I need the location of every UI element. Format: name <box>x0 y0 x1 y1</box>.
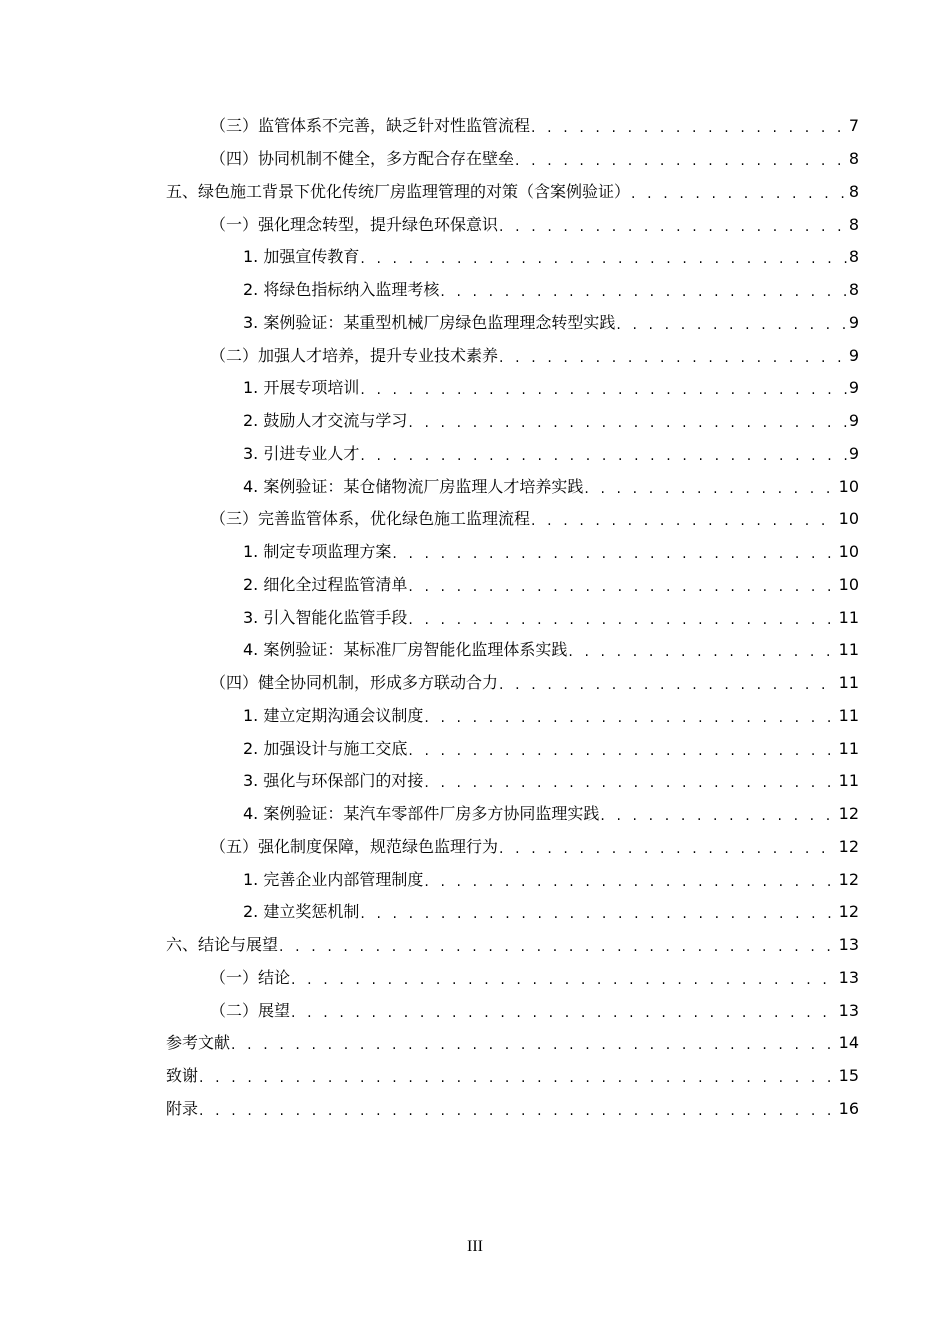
toc-entry-page: 15 <box>838 1066 859 1086</box>
toc-entry-title: 3. 强化与环保部门的对接 <box>243 771 424 791</box>
toc-entry-title: 1. 完善企业内部管理制度 <box>243 869 424 889</box>
toc-entry-page: 10 <box>838 542 859 562</box>
toc-entry-title: 1. 加强宣传教育 <box>243 247 360 267</box>
toc-entry-page: 13 <box>838 967 859 987</box>
toc-entry[interactable] <box>0 994 950 1027</box>
toc-entry-page: 12 <box>838 869 859 889</box>
toc-entry[interactable] <box>0 405 950 438</box>
toc-dot-leader <box>408 577 836 597</box>
toc-entry-title: 致谢 <box>166 1066 199 1086</box>
toc-entry[interactable] <box>0 339 950 372</box>
toc-dot-leader <box>499 217 847 237</box>
toc-dot-leader <box>408 741 836 761</box>
toc-entry[interactable] <box>0 601 950 634</box>
toc-entry-title: 参考文献 <box>166 1033 231 1053</box>
toc-dot-leader <box>279 937 837 957</box>
toc-entry-title: 4. 案例验证：某标准厂房智能化监理体系实践 <box>243 640 568 660</box>
toc-dot-leader <box>499 348 847 368</box>
toc-entry-title: 3. 案例验证：某重型机械厂房绿色监理理念转型实践 <box>243 312 616 332</box>
toc-entry[interactable] <box>0 208 950 241</box>
toc-entry-page: 8 <box>848 280 859 300</box>
toc-entry-title: 2. 鼓励人才交流与学习 <box>243 411 408 431</box>
toc-entry-page: 9 <box>848 378 859 398</box>
toc-entry-page: 13 <box>838 1000 859 1020</box>
toc-entry-page: 10 <box>838 509 859 529</box>
toc-entry[interactable] <box>0 372 950 405</box>
toc-entry[interactable] <box>0 929 950 962</box>
toc-entry-page: 8 <box>848 181 859 201</box>
toc-entry-title: 六、结论与展望 <box>166 935 279 955</box>
toc-dot-leader <box>392 544 836 564</box>
toc-entry-page: 12 <box>838 804 859 824</box>
toc-entry-title: 1. 开展专项培训 <box>243 378 360 398</box>
toc-entry-page: 9 <box>848 411 859 431</box>
toc-entry[interactable] <box>0 470 950 503</box>
toc-dot-leader <box>360 249 846 269</box>
toc-entry-title: （二）展望 <box>210 1000 291 1020</box>
toc-entry-title: 1. 建立定期沟通会议制度 <box>243 705 424 725</box>
toc-entry-page: 12 <box>838 902 859 922</box>
toc-dot-leader <box>600 806 836 826</box>
toc-entry-page: 14 <box>838 1033 859 1053</box>
toc-entry[interactable] <box>0 274 950 307</box>
toc-entry-page: 10 <box>838 574 859 594</box>
toc-entry-page: 12 <box>838 836 859 856</box>
toc-entry-title: 2. 细化全过程监管清单 <box>243 574 408 594</box>
toc-entry-page: 11 <box>838 705 859 725</box>
toc-entry-title: （三）完善监管体系，优化绿色施工监理流程 <box>210 509 531 529</box>
toc-dot-leader <box>231 1035 837 1055</box>
toc-dot-leader <box>199 1101 837 1121</box>
toc-entry-title: （五）强化制度保障，规范绿色监理行为 <box>210 836 499 856</box>
toc-dot-leader <box>531 118 847 138</box>
toc-entry[interactable] <box>0 307 950 340</box>
toc-entry[interactable] <box>0 536 950 569</box>
toc-entry-title: （一）结论 <box>210 967 291 987</box>
toc-entry-title: （三）监管体系不完善，缺乏针对性监管流程 <box>210 116 531 136</box>
toc-entry[interactable] <box>0 1060 950 1093</box>
toc-entry-page: 9 <box>848 443 859 463</box>
toc-dot-leader <box>499 675 837 695</box>
toc-entry[interactable] <box>0 1093 950 1126</box>
toc-entry[interactable] <box>0 503 950 536</box>
toc-entry-title: （四）健全协同机制，形成多方联动合力 <box>210 673 499 693</box>
toc-entry[interactable] <box>0 831 950 864</box>
toc-entry[interactable] <box>0 798 950 831</box>
toc-entry[interactable] <box>0 241 950 274</box>
toc-entry-page: 11 <box>838 640 859 660</box>
toc-entry-page: 8 <box>848 149 859 169</box>
toc-entry-title: （二）加强人才培养，提升专业技术素养 <box>210 345 499 365</box>
toc-entry[interactable] <box>0 110 950 143</box>
toc-entry-page: 13 <box>838 935 859 955</box>
toc-dot-leader <box>424 872 836 892</box>
toc-dot-leader <box>360 446 846 466</box>
toc-dot-leader <box>515 151 847 171</box>
toc-entry[interactable] <box>0 732 950 765</box>
toc-entry-page: 11 <box>838 771 859 791</box>
toc-dot-leader <box>360 380 846 400</box>
toc-entry-title: 2. 将绿色指标纳入监理考核 <box>243 280 440 300</box>
toc-dot-leader <box>584 479 836 499</box>
toc-entry-page: 11 <box>838 607 859 627</box>
toc-entry-title: （一）强化理念转型，提升绿色环保意识 <box>210 214 499 234</box>
toc-dot-leader <box>616 315 846 335</box>
toc-entry[interactable] <box>0 438 950 471</box>
toc-dot-leader <box>440 282 846 302</box>
toc-entry-title: 3. 引入智能化监管手段 <box>243 607 408 627</box>
toc-dot-leader <box>360 904 836 924</box>
toc-dot-leader <box>408 413 846 433</box>
toc-entry-page: 16 <box>838 1098 859 1118</box>
toc-entry-title: 4. 案例验证：某汽车零部件厂房多方协同监理实践 <box>243 804 600 824</box>
toc-entry-title: （四）协同机制不健全，多方配合存在壁垒 <box>210 149 515 169</box>
toc-entry[interactable] <box>0 667 950 700</box>
toc-entry-title: 五、绿色施工背景下优化传统厂房监理管理的对策（含案例验证） <box>166 181 631 201</box>
toc-entry[interactable] <box>0 143 950 176</box>
toc-entry-page: 10 <box>838 476 859 496</box>
toc-dot-leader <box>199 1068 837 1088</box>
toc-entry[interactable] <box>0 765 950 798</box>
toc-entry[interactable] <box>0 1027 950 1060</box>
page-number: III <box>467 1238 483 1255</box>
toc-dot-leader <box>499 839 837 859</box>
toc-dot-leader <box>531 511 837 531</box>
toc-entry[interactable] <box>0 896 950 929</box>
toc-entry-title: 2. 建立奖惩机制 <box>243 902 360 922</box>
toc-entry[interactable] <box>0 634 950 667</box>
toc-dot-leader <box>424 708 836 728</box>
toc-entry-page: 11 <box>838 673 859 693</box>
toc-dot-leader <box>291 970 837 990</box>
toc-entry-page: 8 <box>848 247 859 267</box>
toc-entry[interactable] <box>0 863 950 896</box>
toc-entry-page: 11 <box>838 738 859 758</box>
toc-entry-page: 7 <box>848 116 859 136</box>
toc-entry-page: 9 <box>848 312 859 332</box>
toc-dot-leader <box>408 610 836 630</box>
toc-entry[interactable] <box>0 962 950 995</box>
toc-entry-title: 1. 制定专项监理方案 <box>243 542 392 562</box>
toc-dot-leader <box>424 773 836 793</box>
toc-dot-leader <box>291 1003 837 1023</box>
toc-dot-leader <box>631 184 847 204</box>
toc-entry-page: 9 <box>848 345 859 365</box>
toc-entry[interactable] <box>0 700 950 733</box>
toc-entry[interactable] <box>0 176 950 209</box>
toc-entry[interactable] <box>0 569 950 602</box>
toc-entry-title: 4. 案例验证：某仓储物流厂房监理人才培养实践 <box>243 476 584 496</box>
toc-entry-page: 8 <box>848 214 859 234</box>
toc-entry-title: 3. 引进专业人才 <box>243 443 360 463</box>
table-of-contents <box>0 110 950 1125</box>
toc-dot-leader <box>568 642 836 662</box>
toc-entry-title: 2. 加强设计与施工交底 <box>243 738 408 758</box>
toc-entry-title: 附录 <box>166 1098 199 1118</box>
